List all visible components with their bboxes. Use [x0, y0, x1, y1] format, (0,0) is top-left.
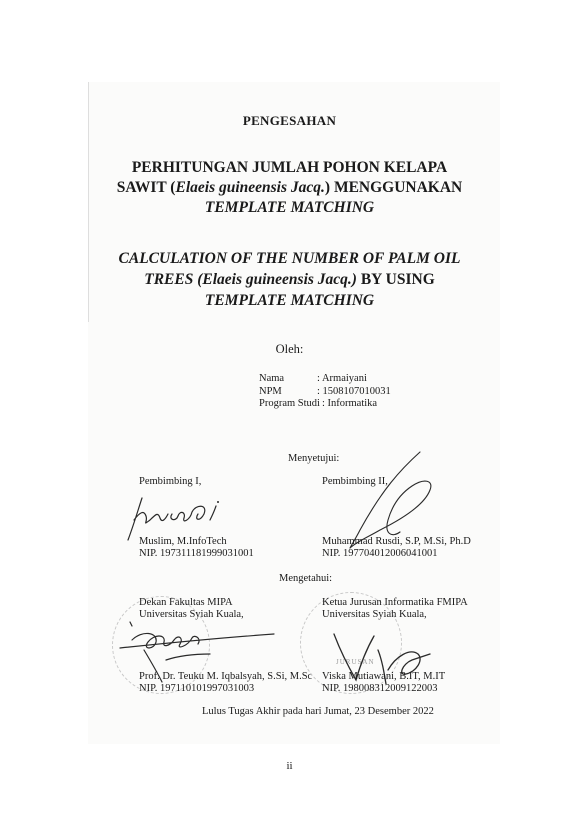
mengetahui-label: Mengetahui: [279, 573, 333, 584]
pembimbing1-name: Muslim, M.InfoTech [139, 536, 227, 547]
title-id-line2-post: ) MENGGUNAKAN [324, 179, 463, 196]
prodi-value: : Informatika [321, 398, 378, 409]
page-number: ii [286, 760, 293, 772]
menyetujui-label: Menyetujui: [288, 453, 340, 464]
dekan-role-line1: Dekan Fakultas MIPA [139, 597, 233, 608]
oleh-label: Oleh: [275, 342, 304, 356]
npm-value: : 1508107010031 [317, 385, 391, 397]
pembimbing2-name: Muhammad Rusdi, S.P, M.Si, Ph.D [322, 536, 471, 547]
title-english [0, 248, 579, 311]
identity-row-prodi [259, 398, 391, 411]
pembimbing2-role: Pembimbing II, [322, 476, 388, 487]
identity-row-nama [259, 373, 391, 386]
title-id-line2-pre: SAWIT ( [116, 179, 176, 196]
ketua-nip: NIP. 198008312009122003 [322, 683, 438, 694]
nama-value: : Armaiyani [317, 373, 367, 384]
page-heading: PENGESAHAN [242, 113, 337, 128]
graduation-date-note: Lulus Tugas Akhir pada hari Jumat, 23 Desember 2022 [202, 706, 434, 717]
title-en-line2 [0, 269, 579, 290]
title-id-line2 [0, 178, 579, 198]
nama-label: Nama [259, 373, 285, 384]
title-en-line3: TEMPLATE MATCHING [204, 292, 375, 309]
student-identity [259, 373, 391, 411]
npm-label: NPM [259, 385, 282, 397]
stamp-text: JURUSAN [336, 658, 375, 666]
title-en-line2-post: BY USING [360, 271, 435, 288]
title-id-line1: PERHITUNGAN JUMLAH POHON KELAPA [131, 159, 448, 176]
title-en-line1: CALCULATION OF THE NUMBER OF PALM OIL [118, 250, 461, 267]
dekan-nip: NIP. 197110101997031003 [139, 683, 255, 694]
ketua-role-line2: Universitas Syiah Kuala, [322, 609, 427, 620]
ketua-role-line1: Ketua Jurusan Informatika FMIPA [322, 597, 468, 608]
prodi-label: Program Studi [259, 398, 320, 409]
title-id-line2-italic: Elaeis guineensis Jacq. [175, 179, 325, 196]
title-indonesian [0, 158, 579, 218]
identity-row-npm [259, 386, 391, 399]
title-id-line3: TEMPLATE MATCHING [204, 199, 375, 216]
title-en-line2-pre: TREES (Elaeis guineensis Jacq.) [144, 271, 361, 288]
ketua-name: Viska Mutiawani, B.IT, M.IT [322, 671, 446, 682]
dekan-role-line2: Universitas Syiah Kuala, [139, 609, 244, 620]
pembimbing2-nip: NIP. 197704012006041001 [322, 548, 438, 559]
pembimbing1-role: Pembimbing I, [139, 476, 202, 487]
pembimbing1-nip: NIP. 197311181999031001 [139, 548, 254, 559]
dekan-name: Prof. Dr. Teuku M. Iqbalsyah, S.Si, M.Sc [139, 671, 313, 682]
